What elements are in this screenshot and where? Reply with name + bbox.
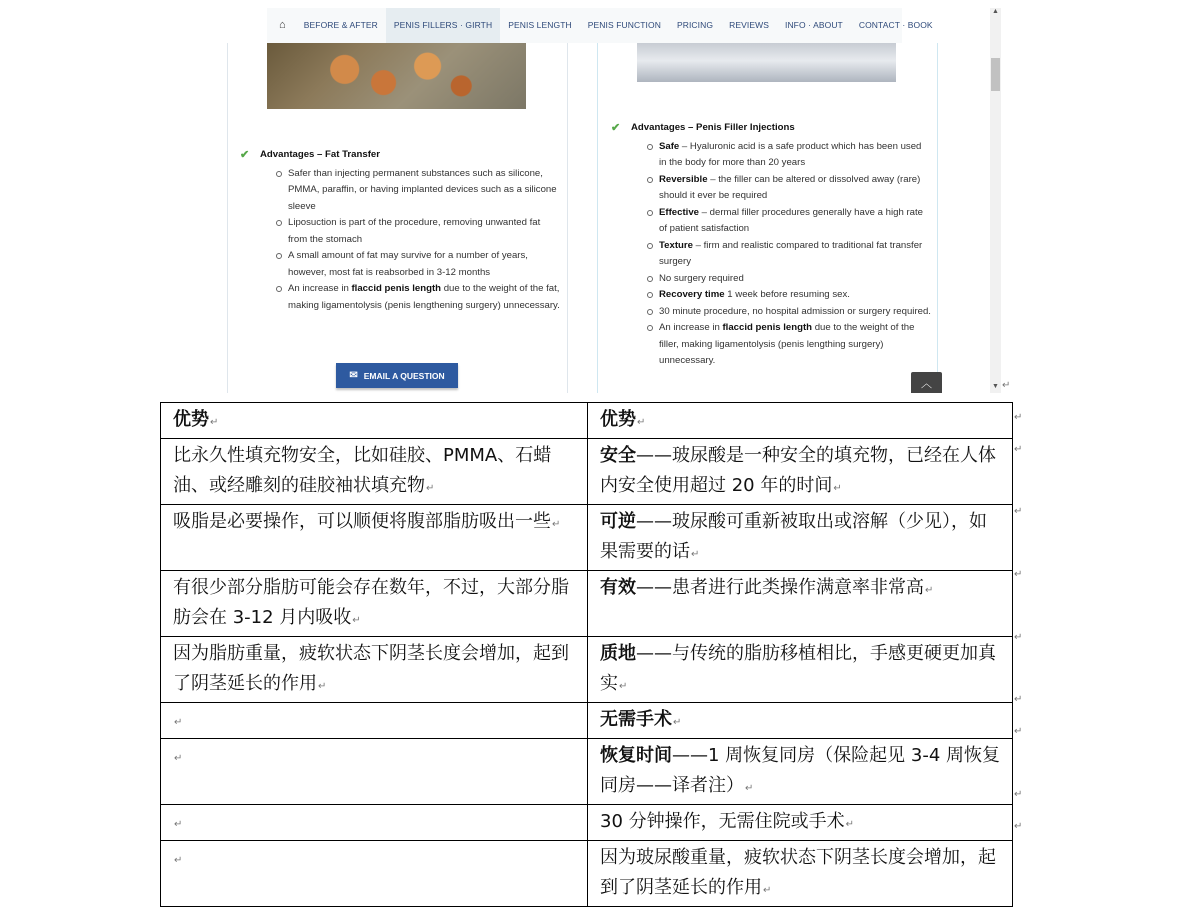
table-row [161, 805, 1013, 841]
table-row [161, 637, 1013, 703]
paragraph-mark: ↵ [673, 717, 682, 728]
row-end-mark: ↵ [1014, 694, 1023, 705]
list-item: Safer than injecting permanent substances such as silicone, PMMA, paraffin, or having implanted devices such as a silicone sleeve [276, 166, 560, 216]
filler-injection-photo [637, 43, 896, 82]
paragraph-mark: ↵ [174, 753, 183, 764]
row-end-mark: ↵ [1014, 569, 1023, 580]
right-cell[interactable]: 无需手术↵ [588, 703, 1013, 739]
translation-table [160, 402, 1013, 907]
right-cell[interactable]: 因为玻尿酸重量，疲软状态下阴茎长度会增加，起到了阴茎延长的作用↵ [588, 841, 1013, 907]
list-item: An increase in flaccid penis length due to the weight of the filler, making ligamentolysis (penis lengthing surgery) unnecessary. [647, 320, 931, 370]
right-cell[interactable]: 可逆——玻尿酸可重新被取出或溶解（少见），如果需要的话↵ [588, 505, 1013, 571]
right-cell[interactable]: 有效——患者进行此类操作满意率非常高↵ [588, 571, 1013, 637]
email-question-button[interactable]: ✉ EMAIL A QUESTION [336, 363, 458, 388]
column-border [227, 43, 228, 393]
paragraph-mark: ↵ [637, 417, 646, 428]
table-row [161, 739, 1013, 805]
row-end-mark: ↵ [1014, 412, 1023, 423]
envelope-icon: ✉ [349, 370, 358, 381]
left-cell[interactable] [161, 841, 588, 907]
left-cell[interactable] [161, 739, 588, 805]
paragraph-mark: ↵ [210, 417, 219, 428]
row-end-mark: ↵ [1014, 821, 1023, 832]
list-item: Recovery time 1 week before resuming sex. [647, 287, 931, 304]
nav-item-penis-length[interactable]: PENIS LENGTH [508, 20, 572, 30]
fat-transfer-heading: ✔ Advantages – Fat Transfer [240, 147, 560, 164]
left-cell[interactable]: 优势↵ [161, 403, 588, 439]
table-row [161, 403, 1013, 439]
nav-item-reviews[interactable]: REVIEWS [729, 20, 769, 30]
site-navbar [267, 8, 933, 43]
list-item: Safe – Hyaluronic acid is a safe product which has been used in the body for more than 20 years [647, 139, 931, 172]
row-end-mark: ↵ [1014, 789, 1023, 800]
paragraph-mark: ↵ [925, 585, 934, 596]
left-cell[interactable]: 有很少部分脂肪可能会存在数年，不过，大部分脂肪会在 3-12 月内吸收↵ [161, 571, 588, 637]
right-cell[interactable]: 恢复时间——1 周恢复同房（保险起见 3-4 周恢复同房——译者注）↵ [588, 739, 1013, 805]
paragraph-mark: ↵ [745, 783, 754, 794]
fat-transfer-list [240, 166, 560, 315]
checkmark-icon: ✔ [611, 122, 621, 134]
list-item: A small amount of fat may survive for a number of years, however, most fat is reabsorbed in 3-12 months [276, 248, 560, 281]
checkmark-icon: ✔ [240, 149, 250, 161]
nav-item-penis-fillers-girth[interactable]: PENIS FILLERS · GIRTH [386, 8, 500, 43]
list-item: No surgery required [647, 271, 931, 288]
left-cell[interactable]: 吸脂是必要操作，可以顺便将腹部脂肪吸出一些↵ [161, 505, 588, 571]
fat-transfer-advantages [240, 147, 560, 314]
nav-item-contact-book[interactable]: CONTACT · BOOK [858, 20, 933, 30]
row-end-mark: ↵ [1014, 726, 1023, 737]
left-cell[interactable]: 因为脂肪重量，疲软状态下阴茎长度会增加，起到了阴茎延长的作用↵ [161, 637, 588, 703]
nav-item-penis-function[interactable]: PENIS FUNCTION [587, 20, 661, 30]
right-cell[interactable]: 优势↵ [588, 403, 1013, 439]
right-cell[interactable]: 安全——玻尿酸是一种安全的填充物，已经在人体内安全使用超过 20 年的时间↵ [588, 439, 1013, 505]
list-item: Effective – dermal filler procedures generally have a high rate of patient satisfaction [647, 205, 931, 238]
table-row [161, 439, 1013, 505]
scroll-up-arrow-icon[interactable]: ▲ [992, 8, 999, 15]
list-item: Liposuction is part of the procedure, removing unwanted fat from the stomach [276, 215, 560, 248]
list-item: 30 minute procedure, no hospital admission or surgery required. [647, 304, 931, 321]
paragraph-mark: ↵ [174, 855, 183, 866]
column-border [597, 43, 598, 393]
filler-list [611, 139, 931, 370]
paragraph-mark: ↵ [174, 717, 183, 728]
scroll-thumb[interactable] [991, 58, 1000, 91]
home-icon[interactable]: ⌂ [279, 19, 286, 31]
left-cell[interactable] [161, 703, 588, 739]
table-row [161, 841, 1013, 907]
table-row [161, 505, 1013, 571]
paragraph-mark: ↵ [552, 519, 561, 530]
column-border [937, 43, 938, 393]
scrollbar[interactable] [990, 8, 1001, 393]
row-end-mark: ↵ [1014, 444, 1023, 455]
paragraph-mark: ↵ [352, 615, 361, 626]
right-cell[interactable]: 30 分钟操作，无需住院或手术↵ [588, 805, 1013, 841]
row-end-mark: ↵ [1014, 506, 1023, 517]
row-end-mark: ↵ [1014, 632, 1023, 643]
table-row [161, 571, 1013, 637]
paragraph-mark: ↵ [763, 885, 772, 896]
paragraph-mark: ↵ [833, 483, 842, 494]
left-cell[interactable] [161, 805, 588, 841]
paragraph-mark: ↵ [619, 681, 628, 692]
paragraph-mark: ↵ [426, 483, 435, 494]
paragraph-mark: ↵ [318, 681, 327, 692]
chevron-up-icon[interactable]: ︿ [911, 372, 942, 393]
nav-item-before-after[interactable]: BEFORE & AFTER [303, 20, 378, 30]
paragraph-mark: ↵ [174, 819, 183, 830]
filler-advantages [611, 120, 931, 370]
nav-item-pricing[interactable]: PRICING [676, 20, 714, 30]
column-border [567, 43, 568, 393]
list-item: Reversible – the filler can be altered or dissolved away (rare) should it ever be required [647, 172, 931, 205]
filler-heading: ✔ Advantages – Penis Filler Injections [611, 120, 931, 137]
list-item: An increase in flaccid penis length due to the weight of the fat, making ligamentolysis (penis lengthening surgery) unnecessary. [276, 281, 560, 314]
scroll-down-arrow-icon[interactable]: ▼ [992, 383, 999, 390]
nav-item-info-about[interactable]: INFO · ABOUT [784, 20, 843, 30]
website-screenshot [172, 8, 1001, 393]
list-item: Texture – firm and realistic compared to traditional fat transfer surgery [647, 238, 931, 271]
paragraph-mark: ↵ [691, 549, 700, 560]
paragraph-mark: ↵ [1002, 380, 1011, 391]
right-cell[interactable]: 质地——与传统的脂肪移植相比，手感更硬更加真实↵ [588, 637, 1013, 703]
fat-transfer-photo [267, 43, 526, 109]
table-row [161, 703, 1013, 739]
paragraph-mark: ↵ [845, 819, 855, 830]
left-cell[interactable]: 比永久性填充物安全，比如硅胶、PMMA、石蜡油、或经雕刻的硅胶袖状填充物↵ [161, 439, 588, 505]
